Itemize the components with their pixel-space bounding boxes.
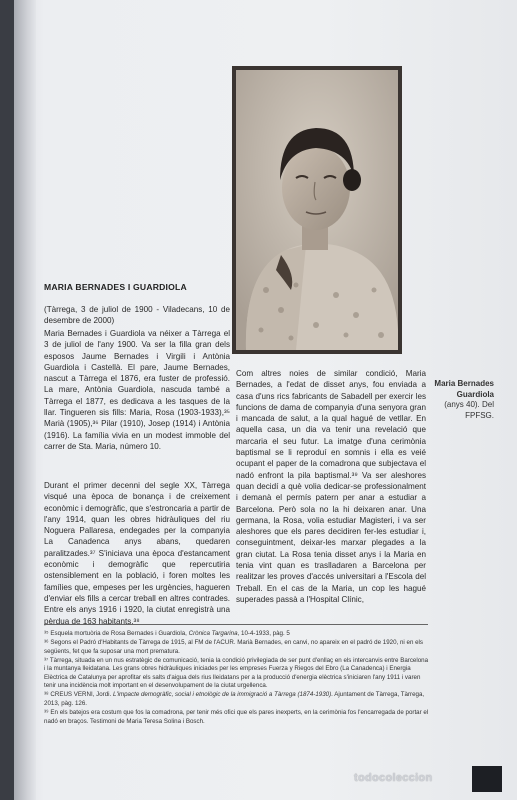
portrait-photo	[232, 66, 402, 354]
portrait-image	[236, 70, 398, 350]
paragraph-3: Com altres noies de similar condició, Maria Bernades, a l'edat de disset anys, fou enviada a casa d'uns rics fabricants de Sabadell per exercir les funcions de dama de companyia d'una senyora gran i mancada de salut, a la qual hagué de vetllar. En aquella casa, un dia va tenir una revelació que marcaria el seu futur. La imatge d'una cerimònia baptismal se li reproduí en somnis i ella es veié ocupant el paper de la comadrona que subjectava el nadó enfront la pila baptismal.³⁹ Va ser aleshores quan decidí a què volia dedicar-se professionalment i demanà el permís patern per anar a estudiar a Barcelona. Però sola no la hi deixaren anar. Una germana, la Rosa, volia estudiar Magisteri, i va ser aleshores que els pares decidiren fer-les estudiar i, conseguintment, deixar-les marxar plegades a la gran ciutat. La Rosa tenia disset anys i la Maria en tenia vint quan es traslladaren a Barcelona per realitzar les proves d'accés universitari a l'Escola del Treball. En el cas de la Maria, un cop les hagué superades passà a l'Hospital Clínic,	[236, 369, 426, 604]
watermark-text: todocoleccion	[354, 772, 433, 784]
footnote-35: ³⁵ Esquela mortuòria de Rosa Bernades i Guardiola, Crònica Targarina, 10-4-1933, pàg. 5	[44, 630, 290, 637]
portrait-drawing	[236, 70, 398, 350]
paragraph-2: Durant el primer decenni del segle XX, Tàrrega visqué una època de bonança i de creixement econòmic i demogràfic, que s'estroncaria a partir de l'any 1914, quan les obres hidràuliques del riu Noguera Pallaresa, endegades per la companyia La Canadenca anys abans, quedaren paralitzades.³⁷ S'iniciava una època d'estancament econòmic i demogràfic que repercutiria ostensiblement en la població, i foren moltes les famílies que, empeses per les urgències, hagueren d'enviar els fills a cercar treball en altres contrades. Entre els anys 1916 i 1920, la ciutat enregistrà una pèrdua de 163 habitants.³⁸	[44, 481, 230, 626]
footnote-36: ³⁶ Segons el Padró d'Habitants de Tàrrega de 1915, al FM de l'ACUR. Marià Bernades, en canvi, no apareix en el padró de 1920, ni en els següents, fet que fa suposar una mort prematura.	[44, 638, 424, 655]
book-spine	[14, 0, 36, 800]
subheading-dates: (Tàrrega, 3 de juliol de 1900 - Viladecans, 10 de desembre de 2000)	[44, 305, 230, 326]
paragraph-1: Maria Bernades i Guardiola va néixer a Tàrrega el 3 de juliol de l'any 1900. Va ser la filla gran dels esposos Jaume Bernades i Virgili i Antònia Guardiola i Castellà. El pare, Jaume Bernades, nascut a Tàrrega el 1876, era fuster de professió. La mare, Antònia Guardiola, nascuda també a Tàrrega el 1877, es dedicava a les tasques de la llar. Tingueren sis fills: Maria, Rosa (1903-1933),³⁵ Marià (1905),³⁶ Pilar (1910), Josep (1914) i Antònia (1916). La família vivia en un modest immoble del carrer de Sta. Maria, número 10.	[44, 329, 230, 451]
section-heading: MARIA BERNADES I GUARDIOLA	[44, 282, 187, 292]
footnote-39: ³⁹ En els batejos era costum que fos la comadrona, per tenir més ofici que els pares inexperts, en la cerimònia fos l'encarregada de portar el nadó en braços. Testimoni de Maria Teresa Solina i Bosch.	[44, 708, 429, 725]
caption-detail: (anys 40). Del FPFSG.	[444, 400, 494, 420]
footnote-divider	[44, 624, 428, 625]
caption-name: Maria Bernades Guardiola	[434, 379, 494, 399]
footnote-38: ³⁸ CREUS VERNI, Jordi. L'impacte demogràfic, social i etnològic de la immigració a Tàrrega (1874-1930). Ajuntament de Tàrrega, Tàrrega, 2013, pàg. 126.	[44, 691, 425, 707]
footnotes	[44, 630, 430, 726]
book-page	[14, 0, 517, 800]
photo-caption	[414, 379, 494, 421]
footnote-37: ³⁷ Tàrrega, situada en un nus estratègic de comunicació, tenia la condició privilegiada de ser punt d'enllaç en els intercanvis entre Barcelona i la muntanya lleidatana. Les grans obres hidràuliques iniciades per les empreses Fuerza y Riegos del Ebro (La Canadenca) i Energia Elèctrica de Catalunya per aprofitar els salts d'aigua dels rius lleidatans per a la producció d'energia elèctrica s'iniciaren l'any 1911 i varen tenir una incidència molt important en el desenvolupament de la ciutat urgellenca.	[44, 656, 429, 690]
